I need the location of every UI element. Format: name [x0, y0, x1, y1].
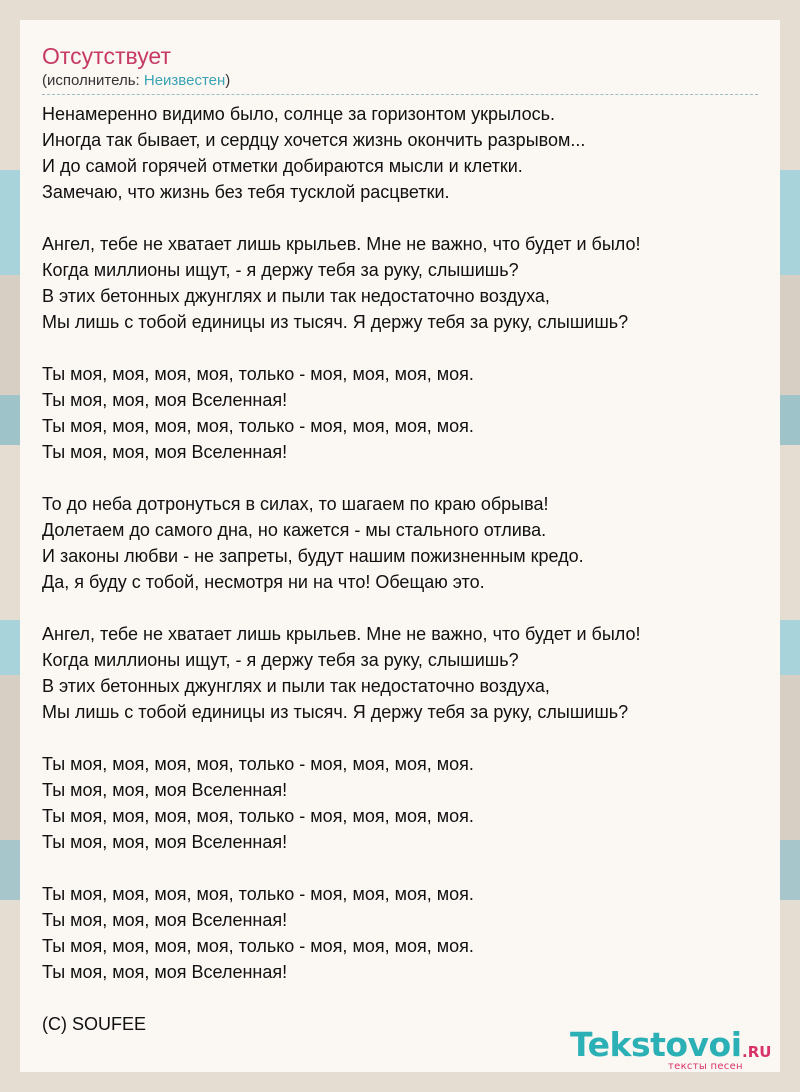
lyrics-line: Ангел, тебе не хватает лишь крыльев. Мне не важно, что будет и было! [42, 624, 641, 644]
lyrics-line: Ты моя, моя, моя Вселенная! [42, 442, 288, 462]
lyrics-line: Ты моя, моя, моя, моя, только - моя, моя, моя, моя. [42, 884, 474, 904]
lyrics-line: Ты моя, моя, моя Вселенная! [42, 780, 288, 800]
lyrics-stanza [42, 101, 760, 205]
song-title: Отсутствует [42, 43, 171, 69]
lyrics-line: Ты моя, моя, моя, моя, только - моя, моя, моя, моя. [42, 936, 474, 956]
lyrics-line: И законы любви - не запреты, будут нашим пожизненным кредо. [42, 546, 584, 566]
lyrics-line: Ненамеренно видимо было, солнце за горизонтом укрылось. [42, 104, 556, 124]
logo-tld: .RU [742, 1043, 772, 1061]
lyrics-line: Ты моя, моя, моя, моя, только - моя, моя, моя, моя. [42, 806, 474, 826]
lyrics-line: Замечаю, что жизнь без тебя тусклой расцветки. [42, 182, 450, 202]
lyrics-line: Когда миллионы ищут, - я держу тебя за руку, слышишь? [42, 260, 519, 280]
lyrics-line: Ты моя, моя, моя, моя, только - моя, моя, моя, моя. [42, 364, 474, 384]
lyrics-line: Ты моя, моя, моя Вселенная! [42, 390, 288, 410]
lyrics-stanza [42, 231, 760, 335]
lyrics-body [42, 101, 760, 985]
lyrics-stanza [42, 881, 760, 985]
lyrics-line: Мы лишь с тобой единицы из тысяч. Я держу тебя за руку, слышишь? [42, 702, 629, 722]
lyrics-line: Да, я буду с тобой, несмотря ни на что! Обещаю это. [42, 572, 485, 592]
lyrics-line: В этих бетонных джунглях и пыли так недостаточно воздуха, [42, 676, 550, 696]
lyrics-line: Ангел, тебе не хватает лишь крыльев. Мне не важно, что будет и было! [42, 234, 641, 254]
lyrics-line: Ты моя, моя, моя, моя, только - моя, моя, моя, моя. [42, 754, 474, 774]
site-logo[interactable] [570, 1027, 780, 1075]
artist-prefix: (исполнитель: [42, 72, 144, 89]
lyrics-line: Когда миллионы ищут, - я держу тебя за руку, слышишь? [42, 650, 519, 670]
logo-tagline: тексты песен [668, 1061, 743, 1072]
lyrics-line: Ты моя, моя, моя Вселенная! [42, 832, 288, 852]
lyrics-line: То до неба дотронуться в силах, то шагаем по краю обрыва! [42, 494, 549, 514]
lyrics-stanza [42, 751, 760, 855]
artist-link[interactable]: Неизвестен [143, 72, 226, 89]
lyrics-line: Долетаем до самого дна, но кажется - мы стального отлива. [42, 520, 547, 540]
lyrics-line: Мы лишь с тобой единицы из тысяч. Я держу тебя за руку, слышишь? [42, 312, 629, 332]
lyrics-line: Ты моя, моя, моя Вселенная! [42, 962, 288, 982]
lyrics-stanza [42, 621, 760, 725]
lyrics-line: Иногда так бывает, и сердцу хочется жизнь окончить разрывом... [42, 130, 586, 150]
lyrics-line: Ты моя, моя, моя Вселенная! [42, 910, 288, 930]
lyrics-stanza [42, 491, 760, 595]
lyrics-line: В этих бетонных джунглях и пыли так недостаточно воздуха, [42, 286, 550, 306]
logo-name: Tekstovoi [570, 1025, 742, 1064]
lyrics-line: Ты моя, моя, моя, моя, только - моя, моя, моя, моя. [42, 416, 474, 436]
artist-line [42, 71, 758, 95]
lyrics-stanza [42, 361, 760, 465]
artist-suffix: ) [225, 72, 231, 89]
lyrics-line: И до самой горячей отметки добираются мысли и клетки. [42, 156, 523, 176]
lyrics-card [20, 20, 780, 1072]
lyrics-credit: (C) SOUFEE [42, 1014, 147, 1034]
